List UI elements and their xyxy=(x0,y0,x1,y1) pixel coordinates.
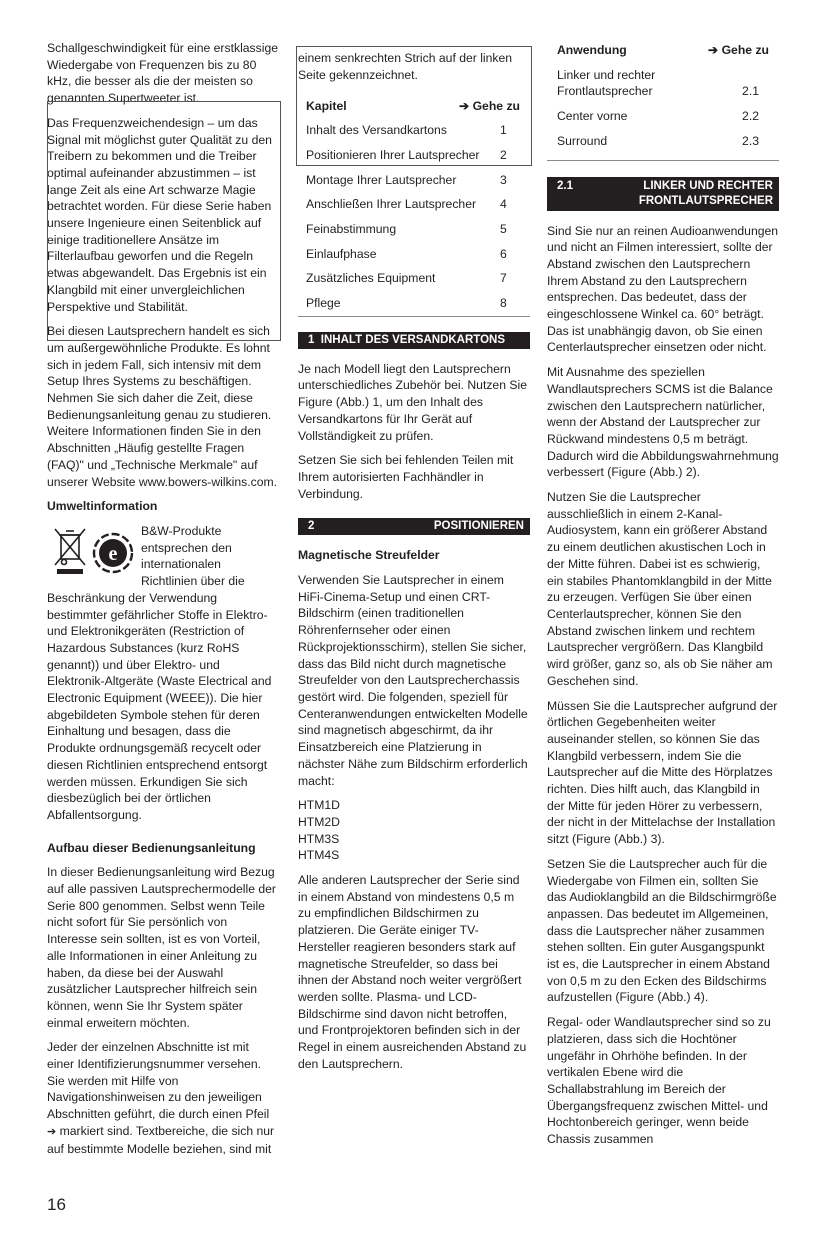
model-item: HTM3S xyxy=(298,831,340,846)
toc-row xyxy=(298,291,530,316)
toc-row xyxy=(298,143,530,168)
section-title-line-1: LINKER UND RECHTER xyxy=(643,179,773,192)
paragraph-front-6: Regal- oder Wandlautsprecher sind so zu platzieren, dass sich die Hochtöner ungefähr in Ohrhöhe befinden. In der vertikalen Ebene wird die Schallabstrahlung im Bereich der Übergangsfrequenz zwischen Mittel- und Hochtonbereich geringer, wenn beide Chassis zusammen xyxy=(547,1015,771,1147)
toc-num: 5 xyxy=(500,221,507,236)
section-title: POSITIONIEREN xyxy=(433,520,524,533)
application-header-label: Anwendung xyxy=(557,43,627,57)
toc-label: Einlaufphase xyxy=(306,246,377,261)
paragraph-front-5: Setzen Sie die Lautsprecher auch für die Wiedergabe von Filmen ein, sollten Sie das Audioklangbild an die Bildschirmgröße anpassen. Das bedeutet im Allgemeinen, dass die Lautsprecher näher zusammen stehen sollten. Ein guter Ausgangspunkt ist es, die Lautsprecher in einem Abstand von 0,5 m zu den Ecken des Bildschirms aufzustellen (Figure (Abb.) 4). xyxy=(547,856,777,1005)
marking-box-left xyxy=(47,101,281,341)
toc-num: 4 xyxy=(500,197,507,212)
paragraph-package-contents: Je nach Modell liegt den Lautsprechern unterschiedliches Zubehör bei. Nutzen Sie Figure (Abb.) 1, um den Inhalt des Versandkartons für Ihr Gerät auf Vollständigkeit zu prüfen. xyxy=(298,361,527,443)
paragraph-missing-parts: Setzen Sie sich bei fehlenden Teilen mit Ihrem autorisierten Fachhändler in Verbindung. xyxy=(298,453,514,501)
heading-magnetic-fields: Magnetische Streufelder xyxy=(298,548,440,563)
toc-header-chapter: Kapitel xyxy=(306,99,347,114)
section-2-1-heading xyxy=(547,177,779,211)
toc-label: Montage Ihrer Lautsprecher xyxy=(306,172,457,187)
application-row xyxy=(547,63,779,104)
paragraph-structure-2 xyxy=(47,1039,279,1157)
toc-label: Anschließen Ihrer Lautsprecher xyxy=(306,197,477,212)
paragraph-setup: Bei diesen Lautsprechern handelt es sich um außergewöhnliche Produkte. Es lohnt sich in jedem Fall, sich intensiv mit dem Setup Ihres Systems zu beschäftigen. Nehmen Sie sich daher die Zeit, diese Bedienungsanleitung genau zu studieren. Weitere Informationen finden Sie in den Abschnitten „Häufig gestellte Fragen (FAQ)" und „Technische Merkmale" auf unserer Website www.bowers-wilkins.com. xyxy=(47,324,278,489)
paragraph-front-2: Mit Ausnahme des speziellen Wandlautsprechers SCMS ist die Balance zwischen den Lautsprechern natürlicher, wenn der Abstand der Lautsprecher zur Rückwand mindestens 0,5 m beträgt. Dadurch wird die Abbildungswahrnehmung verbessert (Figure (Abb.) 2). xyxy=(547,365,779,480)
paragraph-marker-note: einem senkrechten Strich auf der linken Seite gekennzeichnet. xyxy=(298,51,513,82)
toc-label: Pflege xyxy=(306,296,341,311)
application-row xyxy=(547,129,779,154)
section-1-heading xyxy=(298,332,530,349)
section-2-heading xyxy=(298,518,530,535)
section-number: 1 xyxy=(308,333,315,346)
structure-text-b: markiert sind. Textbereiche, die sich nur auf bestimmte Modelle beziehen, sind mit xyxy=(47,1123,275,1156)
section-title-line-2: FRONTLAUTSPRECHER xyxy=(638,194,773,207)
toc-row xyxy=(298,118,530,143)
toc-num: 1 xyxy=(500,123,507,138)
paragraph-supertweeter: Schallgeschwindigkeit für eine erstklassige Wiedergabe von Frequenzen bis zu 80 kHz, die besser als die der meisten so genannten Supertweeter ist. xyxy=(47,41,279,106)
model-item: HTM1D xyxy=(298,798,340,813)
toc-label: Zusätzliches Equipment xyxy=(306,271,436,286)
application-header-goto: ➔ Gehe zu xyxy=(707,43,769,57)
toc-num: 6 xyxy=(500,246,507,261)
paragraph-front-4: Müssen Sie die Lautsprecher aufgrund der örtlichen Gegebenheiten weiter auseinander stellen, so können Sie das Klangbild verbessern, indem Sie die Lautsprecher auf die Mitte des Hörplatzes richten. Dies hilft auch, das Klangbild in der Mitte für jeden Hörer zu verbessern, der nicht in der Mittelachse der Installation sitzt (Figure (Abb.) 3). xyxy=(547,698,778,847)
paragraph-front-3: Nutzen Sie die Lautsprecher ausschließlich in einem 2-Kanal-Audiosystem, kann ein größerer Abstand zu einem deutlichen akustischen Loch in der Mitte führen. Dabei ist es schwierig, ein stabiles Phantomklangbild in der Mitte zu erzeugen. Verfügen Sie über einen Centerlautsprecher, können Sie den Abstand zwischen linkem und rechtem Lautsprecher vergrößern. Das Klangbild wird größer, ganz so, als ob Sie näher am Geschehen sind. xyxy=(547,490,773,688)
environment-text: B&W-Produkte entsprechen den internationalen Richtlinien über die Beschränkung der Verwendung bestimmter gefährlicher Stoffe in Elektro- und Elektronikgeräten (Restriction of Hazardous Substances (kurz RoHS genannt)) und über Elektro- und Elektronik-Altgeräte (Waste Electrical and Electronic Equipment (WEEE)). Die hier abgebildeten Symbole stehen für deren Einhaltung und besagen, dass die Produkte ordnungsgemäß recycelt oder diesen Richtlinien entsprechend entsorgt werden müssen. Erkundigen Sie sich diesbezüglich bei der örtlichen Abfallentsorgung. xyxy=(47,523,272,822)
model-item: HTM2D xyxy=(298,814,340,829)
heading-environment: Umweltinformation xyxy=(47,499,158,514)
arrow-icon: ➔ xyxy=(47,1125,57,1138)
toc-num: 7 xyxy=(500,271,507,286)
toc-row xyxy=(298,192,530,217)
application-num: 2.1 xyxy=(742,84,759,99)
toc-header-goto: ➔ Gehe zu xyxy=(458,99,520,114)
column-2 xyxy=(298,50,530,1080)
recycling-logos xyxy=(47,525,135,577)
toc-num: 8 xyxy=(500,296,507,311)
toc-label: Feinabstimmung xyxy=(306,221,397,236)
paragraph-front-1: Sind Sie nur an reinen Audioanwendungen und nicht an Filmen interessiert, sollte der Abstand zwischen den Lautsprechern Ihrem Abstand zu den Lautsprechern entsprechen. Das bedeutet, dass der eingeschlossene Winkel ca. 60° beträgt. Das ist unabhängig davon, ob Sie einen Centerlautsprecher einsetzen oder nicht. xyxy=(547,223,779,355)
application-label: Center vorne xyxy=(557,109,628,124)
heading-structure: Aufbau dieser Bedienungsanleitung xyxy=(47,840,256,855)
application-label: Surround xyxy=(557,133,608,148)
toc-row xyxy=(298,266,530,291)
structure-text-a: Jeder der einzelnen Abschnitte ist mit einer Identifizierungsnummer versehen. Sie werden mit Hilfe von Navigationshinweisen zu den jeweiligen Abschnitten geführt, die durch einen Pfeil xyxy=(47,1040,270,1122)
paragraph-structure-1: In dieser Bedienungsanleitung wird Bezug auf alle passiven Lautsprechermodelle der Serie 800 genommen. Selbst wenn Teile nicht sofort für Sie persönlich von Interesse sein sollten, ist es von Vorteil, alle Informationen in einer Anleitung zu haben, da diese bei der Auswahl zusätzlicher Lautsprecher hilfreich sein können, wenn Sie Ihr System später einmal erweitern möchten. xyxy=(47,865,276,1030)
paragraph-magnetic-2: Alle anderen Lautsprecher der Serie sind in einem Abstand von mindestens 0,5 m zu empfindlichen Bildschirmen zu platzieren. Die Geräte einiger TV-Hersteller reagieren besonders stark auf magnetische Streufelder, so dass bei ihnen der Abstand noch weiter vergrößert werden sollte. Plasma- und LCD-Bildschirme sind davon nicht betroffen, und Frontprojektoren befinden sich in der Regel in einem ausreichenden Abstand zu den Lautsprechern. xyxy=(298,873,527,1071)
paragraph-magnetic-1: Verwenden Sie Lautsprecher in einem HiFi-Cinema-Setup und einen CRT-Bildschirm (einen traditionellen Röhrenfernseher oder einen Rückprojektionsschirm), stellen Sie sicher, dass das Bild nicht durch magnetische Streufelder von den Lautsprecherchassis gestört wird. Die folgenden, speziell für Centeranwendungen entwickelten Modelle sind magnetisch abgeschirmt, da ihr Einsatzbereich eine Platzierung in nächster Nähe zum Bildschirm erforderlich macht: xyxy=(298,573,528,788)
page-number: 16 xyxy=(47,1195,66,1214)
section-number: 2.1 xyxy=(557,179,573,192)
model-item: HTM4S xyxy=(298,848,340,863)
column-3 xyxy=(547,40,779,1156)
paragraph-environment xyxy=(47,523,279,824)
toc-row xyxy=(298,168,530,193)
application-num: 2.2 xyxy=(742,109,759,124)
application-divider xyxy=(547,160,779,161)
toc-num: 2 xyxy=(500,147,507,162)
toc-label: Inhalt des Versandkartons xyxy=(306,123,447,138)
toc-label: Positionieren Ihrer Lautsprecher xyxy=(306,147,480,162)
svg-text:e: e xyxy=(108,542,118,565)
application-label: Linker und rechter Frontlautsprecher xyxy=(557,67,656,99)
paragraph-crossover: Das Frequenzweichendesign – um das Signal mit möglichst guter Qualität zu den Treibern zu bekommen und die Treiber optimal aufeinander abzustimmen – ist lange Zeit als eine Art schwarze Magie betrachtet worden. Für diese Serie haben unsere Ingenieure einen Seitenblick auf einige traditionellere Ansätze im Filterlaufbau geworfen und die Regeln etwas abgewandelt. Das Ergebnis ist ein Klangbild mit einer unvergleichlichen Perspektive und Stabilität. xyxy=(47,115,272,314)
application-num: 2.3 xyxy=(742,133,759,148)
model-list xyxy=(298,797,530,864)
toc-divider xyxy=(298,316,530,317)
toc-num: 3 xyxy=(500,172,507,187)
application-header xyxy=(547,40,779,63)
toc-row xyxy=(298,217,530,242)
weee-bin-icon xyxy=(47,525,135,577)
application-row xyxy=(547,104,779,129)
application-table xyxy=(547,40,779,161)
toc-header xyxy=(298,93,530,118)
toc-row xyxy=(298,242,530,267)
toc-table xyxy=(298,93,530,316)
section-number: 2 xyxy=(308,520,315,533)
section-title: INHALT DES VERSANDKARTONS xyxy=(320,333,506,346)
